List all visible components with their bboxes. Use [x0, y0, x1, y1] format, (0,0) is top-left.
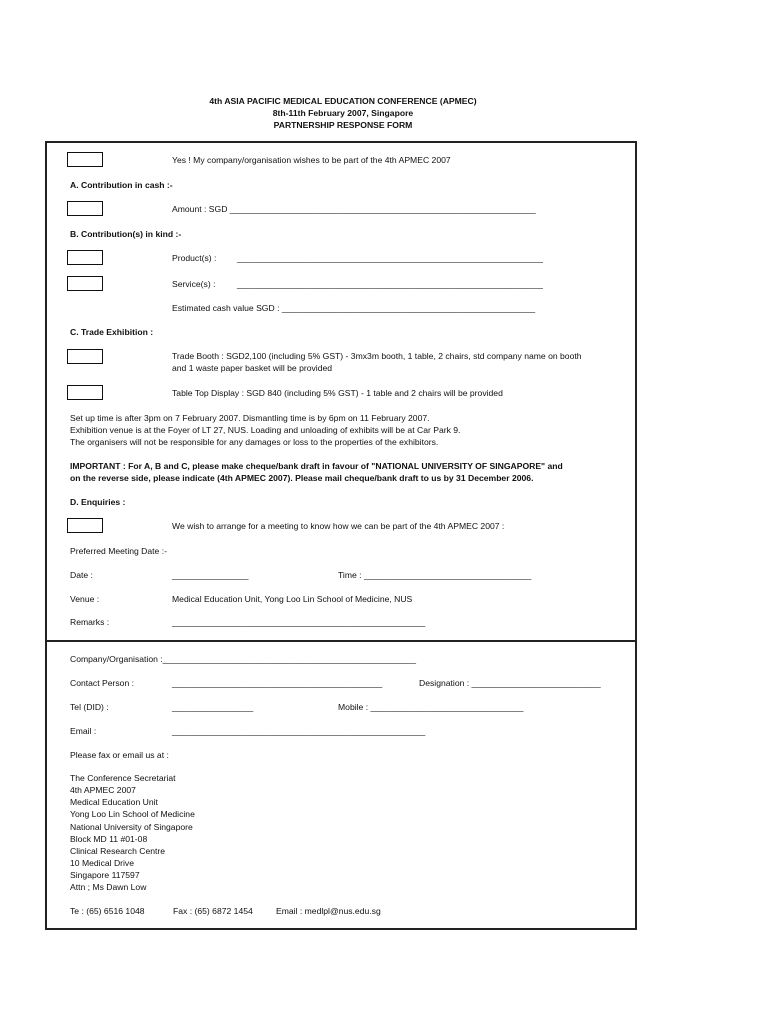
address-line: Singapore 117597 — [70, 870, 140, 880]
date-label: Date : — [70, 570, 93, 580]
remarks-label: Remarks : — [70, 617, 110, 627]
preferred-date-label: Preferred Meeting Date :- — [70, 546, 167, 556]
venue-label: Venue : — [70, 594, 100, 604]
contact-person-label: Contact Person : — [70, 678, 135, 688]
trade-booth-text-2: and 1 waste paper basket will be provided — [172, 363, 333, 373]
trade-booth-text: Trade Booth : SGD2,100 (including 5% GST) - 3mx3m booth, 1 table, 2 chairs, std company name on booth — [172, 351, 582, 361]
yes-checkbox[interactable] — [67, 152, 103, 167]
address-line: National University of Singapore — [70, 822, 193, 832]
address-line: The Conference Secretariat — [70, 773, 176, 783]
fax-prompt: Please fax or email us at : — [70, 750, 169, 760]
important-note-1: IMPORTANT : For A, B and C, please make cheque/bank draft in favour of "NATIONAL UNIVERSITY OF SINGAPORE" and — [70, 461, 563, 471]
cash-checkbox[interactable] — [67, 201, 103, 216]
setup-note-1: Set up time is after 3pm on 7 February 2007. Dismantling time is by 6pm on 11 February 2007. — [70, 413, 430, 423]
conference-dates: 8th-11th February 2007, Singapore — [272, 108, 414, 118]
setup-note-2: Exhibition venue is at the Foyer of LT 27, NUS. Loading and unloading of exhibits will be at Car Park 9. — [70, 425, 461, 435]
remarks-field[interactable]: _____________________________________________________ — [172, 617, 426, 627]
services-checkbox[interactable] — [67, 276, 103, 291]
products-label: Product(s) : — [172, 253, 217, 263]
services-field[interactable]: ________________________________________________________________ — [237, 279, 543, 289]
services-label: Service(s) : — [172, 279, 216, 289]
address-line: Block MD 11 #01-08 — [70, 834, 148, 844]
section-b-heading: B. Contribution(s) in kind :- — [70, 229, 182, 239]
email-label: Email : — [70, 726, 97, 736]
email-field[interactable]: _____________________________________________________ — [172, 726, 426, 736]
meeting-checkbox[interactable] — [67, 518, 103, 533]
company-field[interactable]: Company/Organisation :_____________________________________________________ — [70, 654, 416, 664]
section-d-heading: D. Enquiries : — [70, 497, 126, 507]
address-line: 4th APMEC 2007 — [70, 785, 136, 795]
designation-field[interactable]: Designation : ___________________________ — [419, 678, 601, 688]
conference-title: 4th ASIA PACIFIC MEDICAL EDUCATION CONFERENCE (APMEC) — [209, 96, 477, 106]
tel-field[interactable]: _________________ — [172, 702, 254, 712]
setup-note-3: The organisers will not be responsible for any damages or loss to the properties of the exhibitors. — [70, 437, 439, 447]
section-a-heading: A. Contribution in cash :- — [70, 180, 173, 190]
address-line: Attn ; Ms Dawn Low — [70, 882, 147, 892]
table-top-text: Table Top Display : SGD 840 (including 5% GST) - 1 table and 2 chairs will be provided — [172, 388, 503, 398]
mobile-field[interactable]: Mobile : ________________________________ — [338, 702, 524, 712]
yes-text: Yes ! My company/organisation wishes to be part of the 4th APMEC 2007 — [172, 155, 451, 165]
tel-label: Tel (DID) : — [70, 702, 109, 712]
address-line: Clinical Research Centre — [70, 846, 166, 856]
contact-person-field[interactable]: ____________________________________________ — [172, 678, 383, 688]
secretariat-email[interactable]: Email : medlpl@nus.edu.sg — [276, 906, 381, 916]
section-c-heading: C. Trade Exhibition : — [70, 327, 154, 337]
venue-value: Medical Education Unit, Yong Loo Lin School of Medicine, NUS — [172, 594, 413, 604]
meeting-text: We wish to arrange for a meeting to know how we can be part of the 4th APMEC 2007 : — [172, 521, 505, 531]
products-field[interactable]: ________________________________________________________________ — [237, 253, 543, 263]
amount-field[interactable]: Amount : SGD ________________________________________________________________ — [172, 204, 536, 214]
form-title: PARTNERSHIP RESPONSE FORM — [273, 120, 413, 130]
estimated-value-field[interactable]: Estimated cash value SGD : _____________________________________________________ — [172, 303, 536, 313]
trade-booth-checkbox[interactable] — [67, 349, 103, 364]
important-note-2: on the reverse side, please indicate (4th APMEC 2007). Please mail cheque/bank draft to us by 31 December 2006. — [70, 473, 534, 483]
date-field[interactable]: ________________ — [172, 570, 249, 580]
products-checkbox[interactable] — [67, 250, 103, 265]
secretariat-fax: Fax : (65) 6872 1454 — [173, 906, 253, 916]
address-line: Medical Education Unit — [70, 797, 158, 807]
table-top-checkbox[interactable] — [67, 385, 103, 400]
time-field[interactable]: Time : ___________________________________ — [338, 570, 532, 580]
address-line: Yong Loo Lin School of Medicine — [70, 809, 195, 819]
address-line: 10 Medical Drive — [70, 858, 134, 868]
secretariat-tel: Te : (65) 6516 1048 — [70, 906, 145, 916]
